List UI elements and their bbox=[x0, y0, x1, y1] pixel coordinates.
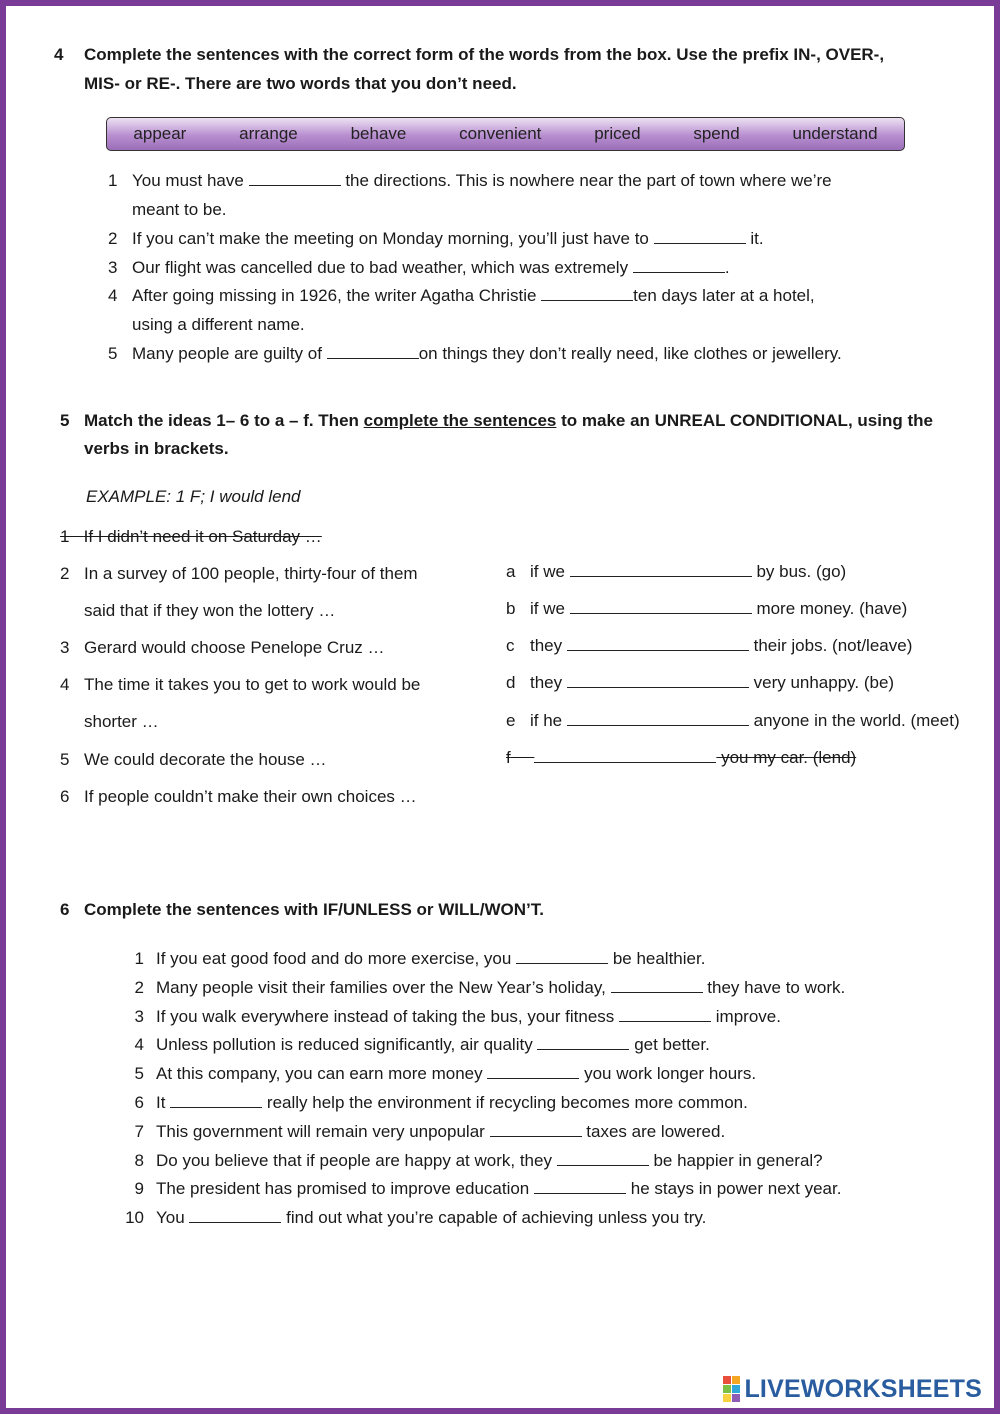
answer-blank[interactable] bbox=[654, 229, 746, 244]
logo-blocks-icon bbox=[723, 1376, 740, 1402]
s6-item: If you eat good food and do more exercise, you be healthier. bbox=[156, 949, 706, 968]
answer-blank[interactable] bbox=[619, 1007, 711, 1022]
s6-item-number: 1 bbox=[134, 949, 144, 968]
s4-item-continuation: using a different name. bbox=[132, 315, 305, 334]
s5-left-item: Gerard would choose Penelope Cruz … bbox=[84, 638, 385, 657]
logo-block bbox=[732, 1376, 740, 1384]
s4-item: If you can’t make the meeting on Monday morning, you’ll just have to it. bbox=[132, 229, 764, 248]
s5-left-number: 6 bbox=[60, 787, 70, 806]
logo-block bbox=[723, 1376, 731, 1384]
s5-left-item: In a survey of 100 people, thirty-four of them bbox=[84, 564, 418, 583]
answer-blank[interactable] bbox=[567, 673, 749, 688]
s6-item-number: 10 bbox=[125, 1208, 144, 1227]
word-box-item: spend bbox=[693, 124, 740, 143]
s6-item: You find out what you’re capable of achieving unless you try. bbox=[156, 1208, 707, 1227]
answer-blank[interactable] bbox=[633, 258, 725, 273]
s6-item: At this company, you can earn more money you work longer hours. bbox=[156, 1064, 757, 1083]
s4-item: After going missing in 1926, the writer Agatha Christie ten days later at a hotel, bbox=[132, 286, 815, 305]
s6-item-number: 4 bbox=[134, 1035, 144, 1054]
s5-left-item: If people couldn’t make their own choices … bbox=[84, 787, 417, 806]
section4-number: 4 bbox=[54, 45, 64, 64]
section6-number: 6 bbox=[60, 900, 70, 919]
answer-blank[interactable] bbox=[327, 344, 419, 359]
s5-left-number: 4 bbox=[60, 675, 70, 694]
s5-right-item-example: f you my car. (lend) bbox=[506, 748, 857, 767]
underlined-phrase: complete the sentences bbox=[363, 411, 557, 430]
s6-item-number: 7 bbox=[134, 1122, 144, 1141]
s4-item-number: 1 bbox=[108, 171, 118, 190]
word-box bbox=[106, 117, 905, 151]
word-box-item: priced bbox=[594, 124, 641, 143]
answer-blank[interactable] bbox=[557, 1151, 649, 1166]
s6-item: The president has promised to improve education he stays in power next year. bbox=[156, 1179, 842, 1198]
answer-blank[interactable] bbox=[567, 636, 749, 651]
s6-item-number: 8 bbox=[134, 1151, 144, 1170]
s6-item: Many people visit their families over the New Year’s holiday, they have to work. bbox=[156, 978, 846, 997]
s6-item-number: 2 bbox=[134, 978, 144, 997]
word-box-item: behave bbox=[350, 124, 407, 143]
section5-instruction-line1: Match the ideas 1– 6 to a – f. Then complete the sentences to make an UNREAL CONDITIONAL, using the bbox=[84, 411, 933, 430]
s4-item: Many people are guilty of on things they don’t really need, like clothes or jewellery. bbox=[132, 344, 842, 363]
s5-left-continuation: said that if they won the lottery … bbox=[84, 601, 336, 620]
s6-item-number: 9 bbox=[134, 1179, 144, 1198]
s5-right-item: if he anyone in the world. (meet) bbox=[530, 711, 960, 730]
s6-item: Do you believe that if people are happy at work, they be happier in general? bbox=[156, 1151, 823, 1170]
s5-right-letter: a bbox=[506, 562, 516, 581]
s6-item: It really help the environment if recycling becomes more common. bbox=[156, 1093, 748, 1112]
s5-right-item: if we by bus. (go) bbox=[530, 562, 847, 581]
answer-blank[interactable] bbox=[570, 562, 752, 577]
word-box-item: convenient bbox=[459, 124, 542, 143]
s5-left-item: The time it takes you to get to work would be bbox=[84, 675, 421, 694]
word-box-item: arrange bbox=[239, 124, 298, 143]
answer-blank[interactable] bbox=[570, 599, 752, 614]
section4-instruction-line2: MIS- or RE-. There are two words that you don’t need. bbox=[84, 74, 517, 93]
answer-blank[interactable] bbox=[534, 1179, 626, 1194]
s4-item-number: 2 bbox=[108, 229, 118, 248]
answer-blank bbox=[534, 748, 716, 763]
answer-blank[interactable] bbox=[541, 286, 633, 301]
section6-instruction: Complete the sentences with IF/UNLESS or WILL/WON’T. bbox=[84, 900, 544, 919]
answer-blank[interactable] bbox=[189, 1208, 281, 1223]
logo-block bbox=[723, 1394, 731, 1402]
section5-instruction-line2: verbs in brackets. bbox=[84, 439, 229, 458]
answer-blank[interactable] bbox=[249, 171, 341, 186]
answer-blank[interactable] bbox=[490, 1122, 582, 1137]
s6-item: This government will remain very unpopular taxes are lowered. bbox=[156, 1122, 726, 1141]
s6-item-number: 6 bbox=[134, 1093, 144, 1112]
logo-block bbox=[732, 1394, 740, 1402]
word-box-item: appear bbox=[133, 124, 187, 143]
answer-blank[interactable] bbox=[567, 711, 749, 726]
s6-item-number: 5 bbox=[134, 1064, 144, 1083]
s4-item: Our flight was cancelled due to bad weather, which was extremely . bbox=[132, 258, 730, 277]
section4-instruction-line1: Complete the sentences with the correct form of the words from the box. Use the prefix IN-, OVER-, bbox=[84, 45, 885, 64]
s6-item: Unless pollution is reduced significantly, air quality get better. bbox=[156, 1035, 710, 1054]
s5-left-number: 5 bbox=[60, 750, 70, 769]
s5-left-number: 3 bbox=[60, 638, 70, 657]
s4-item: You must have the directions. This is nowhere near the part of town where we’re bbox=[132, 171, 832, 190]
s4-item-continuation: meant to be. bbox=[132, 200, 227, 219]
s6-item-number: 3 bbox=[134, 1007, 144, 1026]
s5-left-continuation: shorter … bbox=[84, 712, 159, 731]
logo-wordmark: LIVEWORKSHEETS bbox=[744, 1374, 982, 1403]
answer-blank[interactable] bbox=[487, 1064, 579, 1079]
answer-blank[interactable] bbox=[170, 1093, 262, 1108]
section5-example: EXAMPLE: 1 F; I would lend bbox=[86, 487, 301, 506]
s5-left-number: 2 bbox=[60, 564, 70, 583]
s5-right-letter: c bbox=[506, 636, 515, 655]
s5-right-item: they their jobs. (not/leave) bbox=[530, 636, 913, 655]
worksheet-page bbox=[6, 6, 994, 1408]
s5-right-letter: b bbox=[506, 599, 516, 618]
logo-block bbox=[723, 1385, 731, 1393]
s5-left-item: We could decorate the house … bbox=[84, 750, 327, 769]
s6-item: If you walk everywhere instead of taking the bus, your fitness improve. bbox=[156, 1007, 781, 1026]
word-box-item: understand bbox=[792, 124, 878, 143]
s5-right-item: if we more money. (have) bbox=[530, 599, 908, 618]
logo-block bbox=[732, 1385, 740, 1393]
s4-item-number: 4 bbox=[108, 286, 118, 305]
s4-item-number: 5 bbox=[108, 344, 118, 363]
s5-left-item: 1 If I didn’t need it on Saturday … bbox=[60, 527, 322, 546]
s5-right-item: they very unhappy. (be) bbox=[530, 673, 895, 692]
s5-right-letter: d bbox=[506, 673, 516, 692]
answer-blank[interactable] bbox=[611, 978, 703, 993]
answer-blank[interactable] bbox=[516, 949, 608, 964]
s4-item-number: 3 bbox=[108, 258, 118, 277]
answer-blank[interactable] bbox=[537, 1035, 629, 1050]
s5-right-letter: e bbox=[506, 711, 516, 730]
liveworksheets-logo bbox=[723, 1374, 982, 1404]
section5-number: 5 bbox=[60, 411, 70, 430]
